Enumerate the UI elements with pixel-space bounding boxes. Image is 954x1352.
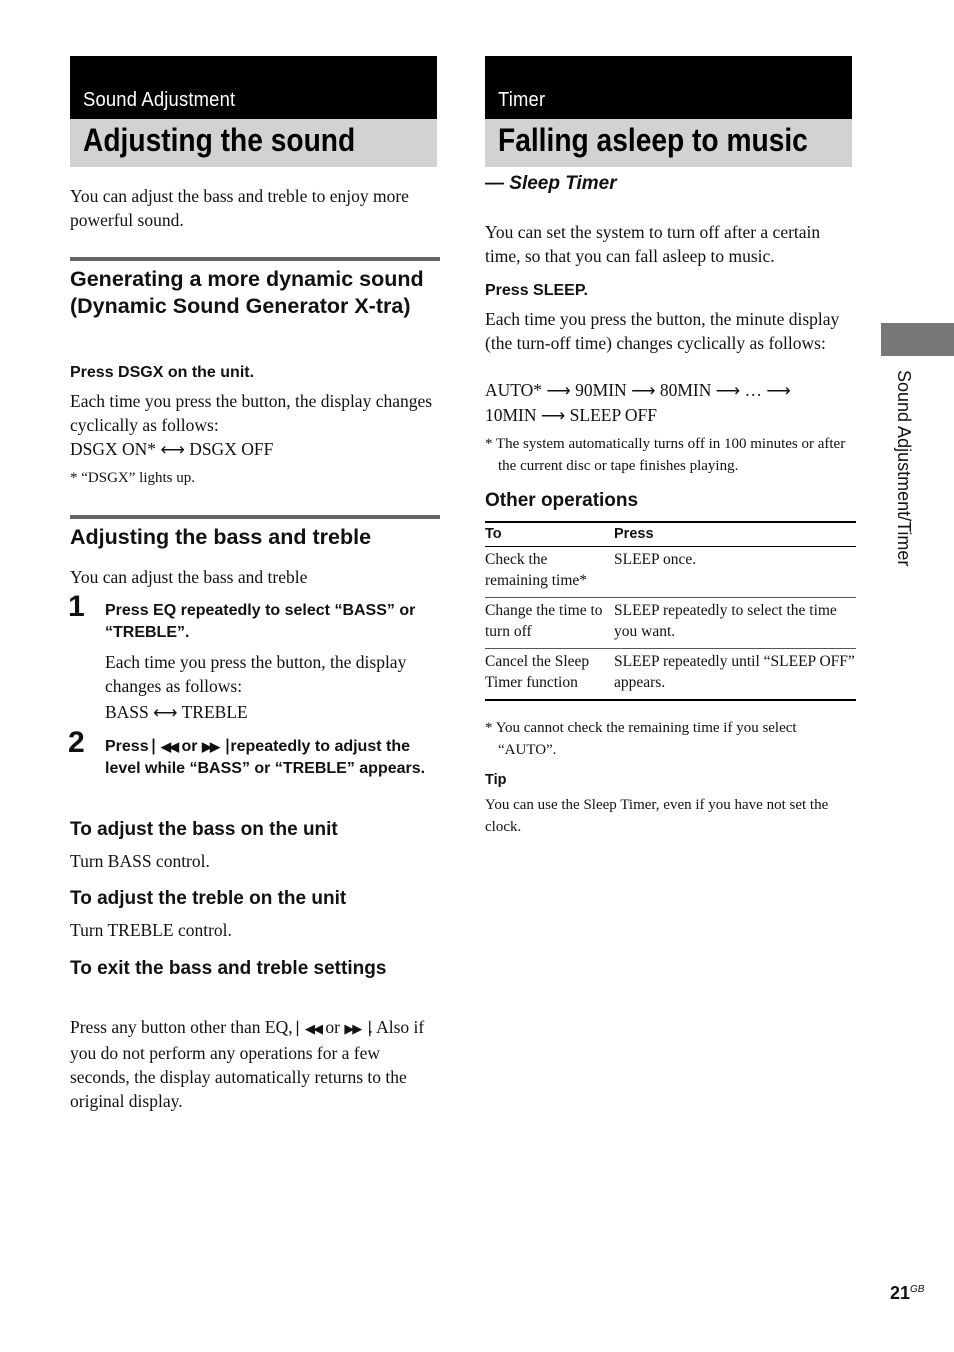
exit-body-pre: Press any button other than EQ,	[70, 1017, 293, 1037]
cycle-step: 80MIN	[659, 380, 712, 400]
step2-pre: Press	[105, 738, 149, 755]
title-bar	[485, 119, 852, 167]
exit-body-or: or	[325, 1017, 340, 1037]
cycle-step: AUTO*	[485, 380, 543, 400]
column-header: To	[485, 522, 614, 547]
timer-intro: You can set the system to turn off after a certain time, so that you can fall asleep to music.	[485, 222, 821, 266]
previous-track-icon: ▏◀◀	[153, 739, 178, 754]
step1-cycle-b: TREBLE	[181, 702, 248, 722]
table-row	[485, 598, 856, 649]
dsgx-cycle-a: DSGX ON*	[70, 439, 157, 459]
tip-text: You can use the Sleep Timer, even if you have not set the clock.	[485, 797, 829, 835]
subtitle: — Sleep Timer	[485, 173, 617, 194]
dsgx-cycle	[70, 437, 440, 462]
dsgx-body: Each time you press the button, the display changes cyclically as follows:	[70, 391, 433, 435]
double-arrow-icon: ⟷	[153, 703, 178, 722]
previous-track-icon: ▏◀◀	[296, 1021, 321, 1036]
other-operations-heading: Other operations	[485, 490, 639, 511]
arrow-right-icon: ⟶	[540, 406, 566, 425]
exit-body-rest: Also if you do not perform any operations for a few seconds, the display automatically returns to the original display.	[70, 1017, 425, 1111]
table-cell: SLEEP repeatedly until “SLEEP OFF” appears.	[614, 649, 856, 701]
page-title: Falling asleep to music	[498, 122, 808, 158]
bass-unit-body: Turn BASS control.	[70, 851, 210, 871]
table-row	[485, 649, 856, 701]
table-cell: SLEEP repeatedly to select the time you want.	[614, 598, 856, 649]
bass-treble-heading: Adjusting the bass and treble	[70, 525, 372, 549]
sleep-instruction: Press SLEEP.	[485, 282, 588, 299]
next-track-icon: ▶▶▕	[201, 739, 226, 754]
bass-treble-intro: You can adjust the bass and treble	[70, 567, 308, 587]
section-label: Sound Adjustment	[83, 89, 236, 111]
tip-label: Tip	[485, 772, 507, 788]
dsgx-footnote: * “DSGX” lights up.	[70, 470, 195, 486]
table-cell: SLEEP once.	[614, 547, 856, 598]
sidebar-label: Sound Adjustment/Timer	[894, 370, 914, 567]
table-cell: Check the remaining time*	[485, 547, 614, 598]
sleep-footnote: * The system automatically turns off in 100 minutes or after the current disc or tape finishes playing.	[485, 436, 846, 474]
section-label-bar	[485, 56, 852, 119]
cycle-step: …	[744, 380, 762, 400]
divider	[70, 257, 440, 261]
page-number-suffix: GB	[910, 1284, 925, 1295]
next-track-icon: ▶▶▕	[344, 1021, 369, 1036]
page-number	[890, 1283, 924, 1304]
step2-post: repeatedly to adjust	[230, 738, 382, 755]
step2-rest: the level while “BASS” or “TREBLE” appears.	[105, 738, 426, 777]
table-header-row	[485, 522, 856, 547]
cycle-step: 90MIN	[575, 380, 627, 400]
treble-unit-heading: To adjust the treble on the unit	[70, 888, 347, 909]
table-cell: Cancel the Sleep Timer function	[485, 649, 614, 701]
step1-cycle-a: BASS	[105, 702, 149, 722]
dsgx-instruction: Press DSGX on the unit.	[70, 364, 255, 381]
table-cell: Change the time to turn off	[485, 598, 614, 649]
column-header: Press	[614, 522, 856, 547]
arrow-right-icon: ⟶	[546, 381, 571, 400]
step1-body: Each time you press the button, the display changes as follows:	[105, 652, 407, 696]
bass-unit-heading: To adjust the bass on the unit	[70, 819, 338, 840]
operations-table	[485, 521, 856, 701]
cycle-step: SLEEP OFF	[569, 405, 658, 425]
page-number-value: 21	[890, 1283, 911, 1303]
page-title: Adjusting the sound	[83, 122, 356, 158]
exit-heading: To exit the bass and treble settings	[70, 958, 387, 979]
table-footnote: * You cannot check the remaining time if you select “AUTO”.	[485, 720, 797, 758]
step2-instruction	[105, 736, 445, 780]
cycle-step: 10MIN	[485, 405, 537, 425]
double-arrow-icon: ⟷	[160, 440, 185, 459]
treble-unit-body: Turn TREBLE control.	[70, 920, 232, 940]
dsgx-cycle-b: DSGX OFF	[189, 439, 274, 459]
step-number: 1	[68, 590, 85, 623]
intro-text: You can adjust the bass and treble to enjoy more powerful sound.	[70, 186, 409, 230]
step1-instruction: Press EQ repeatedly to select “BASS” or “TREBLE”.	[105, 602, 416, 641]
dsgx-heading: Generating a more dynamic sound (Dynamic Sound Generator X-tra)	[70, 267, 424, 318]
section-label-bar	[70, 56, 437, 119]
sleep-body: Each time you press the button, the minute display (the turn-off time) changes cyclically as follows:	[485, 309, 840, 353]
section-label: Timer	[498, 89, 546, 111]
sleep-cycle	[485, 378, 825, 428]
table-row	[485, 547, 856, 598]
arrow-right-icon: ⟶	[766, 381, 791, 400]
arrow-right-icon: ⟶	[715, 381, 741, 400]
step2-or: or	[181, 738, 198, 755]
divider	[70, 515, 440, 519]
exit-body: Press any button other than EQ, ▏◀◀ or ▶▶▕. Also if you do not perform any operations for a few seconds, the display automatically returns to the original display.	[70, 1017, 425, 1111]
arrow-right-icon: ⟶	[631, 381, 656, 400]
title-bar	[70, 119, 437, 167]
side-tab-marker	[881, 323, 954, 356]
step1-cycle	[105, 700, 440, 725]
step-number: 2	[68, 726, 85, 759]
